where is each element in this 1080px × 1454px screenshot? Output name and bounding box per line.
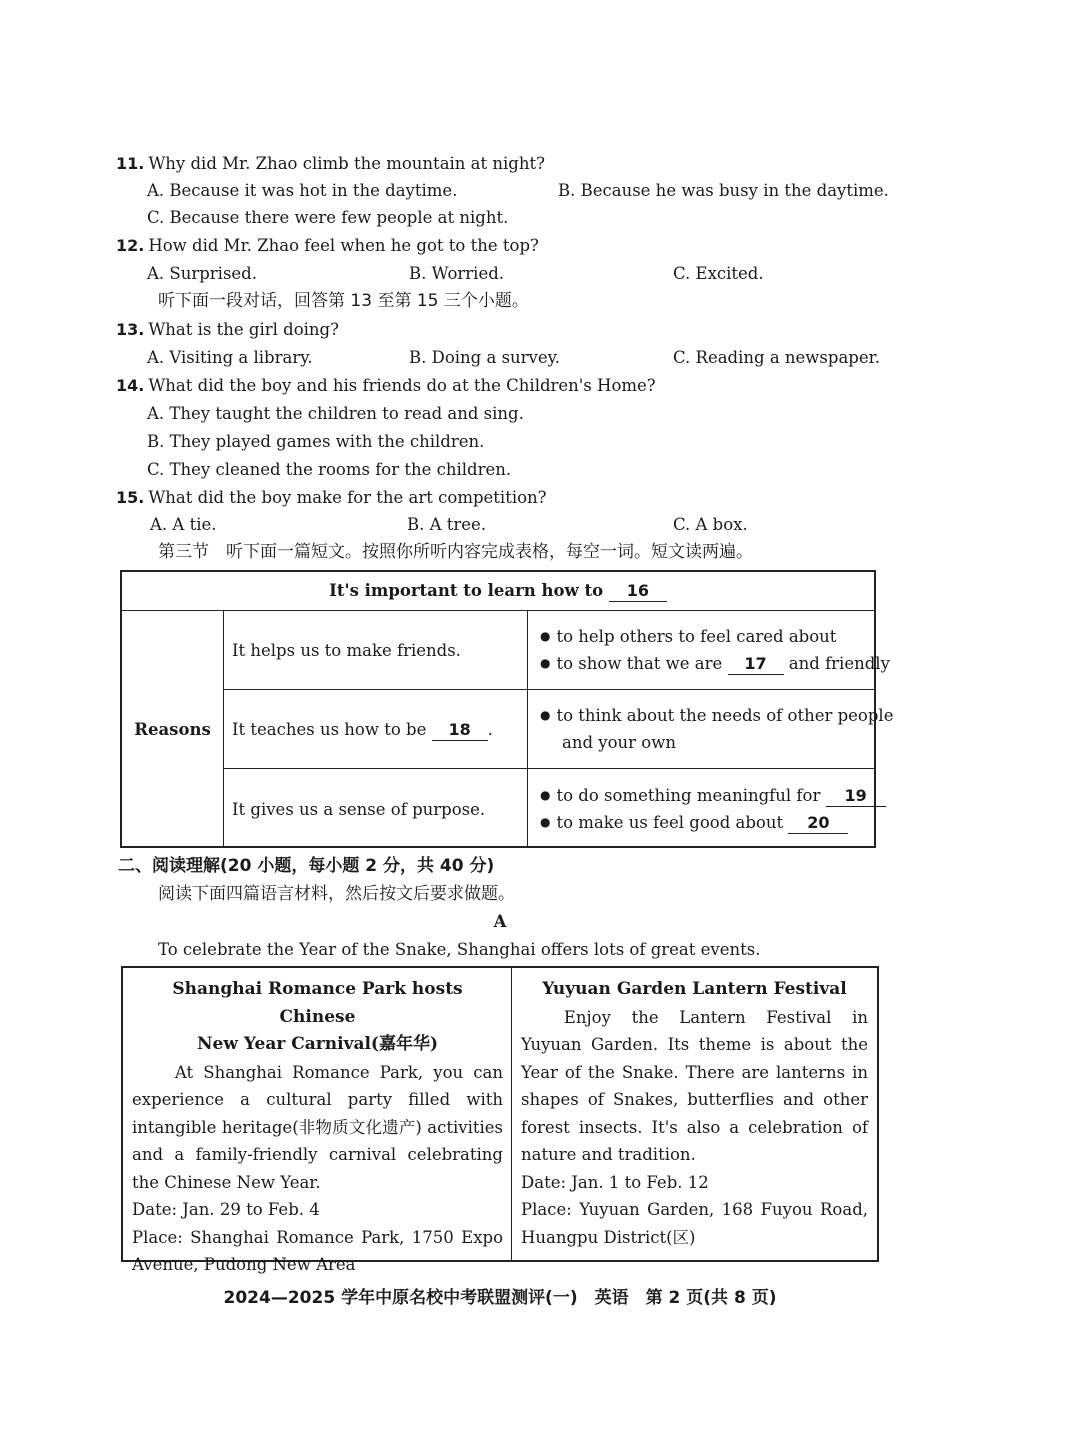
- row1-reason: It helps us to make friends.: [232, 641, 461, 660]
- option-b: B. Doing a survey.: [409, 348, 561, 367]
- event-date: Date: Jan. 1 to Feb. 12: [521, 1172, 709, 1192]
- event-place: Place: Yuyuan Garden, 168 Fuyou Road, Huangpu District(区): [521, 1200, 868, 1247]
- table-divider: [223, 611, 224, 846]
- option-c: C. A box.: [673, 515, 748, 534]
- option-b: B. Worried.: [409, 264, 505, 283]
- question-14: [116, 375, 656, 397]
- blank-18[interactable]: 18: [432, 720, 488, 741]
- listening-table: [120, 570, 894, 848]
- event-title-cont: New Year Carnival(嘉年华): [196, 1034, 439, 1054]
- bullet-icon: ●: [540, 708, 551, 722]
- blank-19[interactable]: 19: [826, 786, 886, 807]
- option-a: A. A tie.: [150, 515, 217, 534]
- question-11: [116, 153, 545, 175]
- option-c: C. Because there were few people at night.: [147, 208, 509, 227]
- page-footer: 2024—2025 学年中原名校中考联盟测评(一) 英语 第 2 页(共 8 页): [223, 1288, 777, 1308]
- question-text: What did the boy make for the art competition?: [148, 488, 547, 507]
- event-yuyuan-garden: [521, 976, 868, 1251]
- reason-text: .: [487, 720, 493, 739]
- event-romance-park: [132, 976, 503, 1279]
- row2-detail-1-cont: and your own: [562, 733, 676, 752]
- passage-intro: To celebrate the Year of the Snake, Shanghai offers lots of great events.: [158, 940, 761, 959]
- table-divider: [223, 768, 874, 769]
- row1-detail-1: [540, 624, 836, 651]
- option-c: C. Reading a newspaper.: [673, 348, 880, 367]
- option-c: C. Excited.: [673, 264, 764, 283]
- option-b: B. A tree.: [407, 515, 487, 534]
- section-3-instruction: 第三节 听下面一篇短文。按照你所听内容完成表格，每空一词。短文读两遍。: [158, 542, 753, 562]
- table-header: [122, 578, 874, 604]
- instruction-13-15: 听下面一段对话，回答第 13 至第 15 三个小题。: [158, 291, 529, 311]
- question-number: 11.: [116, 154, 145, 173]
- part-2-title: 二、阅读理解(20 小题，每小题 2 分，共 40 分): [118, 856, 495, 876]
- event-description: At Shanghai Romance Park, you can experience a cultural party filled with intangible heritage(非物质文化遗产) activities and a family-friendly carnival celebrating the Chinese New Year.: [132, 1062, 503, 1192]
- row2-reason: [232, 717, 493, 743]
- bullet-icon: ●: [540, 656, 551, 670]
- detail-text: to show that we are: [556, 654, 723, 673]
- bullet-icon: ●: [540, 788, 551, 802]
- blank-16[interactable]: 16: [609, 581, 667, 602]
- detail-text: to make us feel good about: [556, 813, 784, 832]
- bullet-icon: ●: [540, 815, 551, 829]
- row3-detail-1: [540, 783, 886, 810]
- option-b: B. Because he was busy in the daytime.: [558, 181, 889, 200]
- option-b: B. They played games with the children.: [147, 432, 485, 451]
- reason-text: It teaches us how to be: [232, 720, 427, 739]
- detail-text: to do something meaningful for: [556, 786, 821, 805]
- question-text: What did the boy and his friends do at the Children's Home?: [148, 376, 656, 395]
- option-c: C. They cleaned the rooms for the children.: [147, 460, 512, 479]
- detail-text: and friendly: [788, 654, 890, 673]
- question-15: [116, 487, 547, 509]
- reasons-label: Reasons: [134, 720, 211, 739]
- event-title: Shanghai Romance Park hosts Chinese: [172, 979, 463, 1027]
- question-number: 12.: [116, 236, 145, 255]
- option-a: A. Because it was hot in the daytime.: [147, 181, 458, 200]
- row1-detail-2: [540, 651, 890, 678]
- detail-text: to help others to feel cared about: [556, 627, 837, 646]
- part-2-instruction: 阅读下面四篇语言材料，然后按文后要求做题。: [158, 884, 515, 904]
- bullet-icon: ●: [540, 629, 551, 643]
- row3-detail-2: [540, 810, 848, 837]
- question-number: 15.: [116, 488, 145, 507]
- question-number: 13.: [116, 320, 145, 339]
- detail-text: to think about the needs of other people: [556, 706, 894, 725]
- question-text: Why did Mr. Zhao climb the mountain at night?: [148, 154, 545, 173]
- question-13: [116, 319, 339, 341]
- question-12: [116, 235, 539, 257]
- table-divider: [122, 610, 874, 611]
- header-text: It's important to learn how to: [329, 581, 604, 600]
- blank-17[interactable]: 17: [728, 654, 784, 675]
- question-text: How did Mr. Zhao feel when he got to the top?: [148, 236, 539, 255]
- blank-20[interactable]: 20: [788, 813, 848, 834]
- question-number: 14.: [116, 376, 145, 395]
- event-place: Place: Shanghai Romance Park, 1750 Expo Avenue, Pudong New Area: [132, 1227, 503, 1274]
- event-date: Date: Jan. 29 to Feb. 4: [132, 1200, 320, 1219]
- event-title: Yuyuan Garden Lantern Festival: [542, 979, 847, 999]
- event-description: Enjoy the Lantern Festival in Yuyuan Garden. Its theme is about the Year of the Snake. There are lanterns in shapes of Snakes, butterflies and other forest insects. It's also a celebration of nature and tradition.: [521, 1007, 868, 1164]
- passage-letter: A: [493, 912, 507, 931]
- table-divider: [527, 611, 528, 846]
- option-a: A. They taught the children to read and sing.: [147, 404, 524, 423]
- events-box: [121, 966, 879, 1274]
- row2-detail-1: [540, 703, 893, 730]
- table-divider: [223, 689, 874, 690]
- option-a: A. Visiting a library.: [147, 348, 313, 367]
- question-text: What is the girl doing?: [148, 320, 339, 339]
- box-divider: [511, 968, 512, 1260]
- row3-reason: It gives us a sense of purpose.: [232, 800, 486, 819]
- option-a: A. Surprised.: [147, 264, 257, 283]
